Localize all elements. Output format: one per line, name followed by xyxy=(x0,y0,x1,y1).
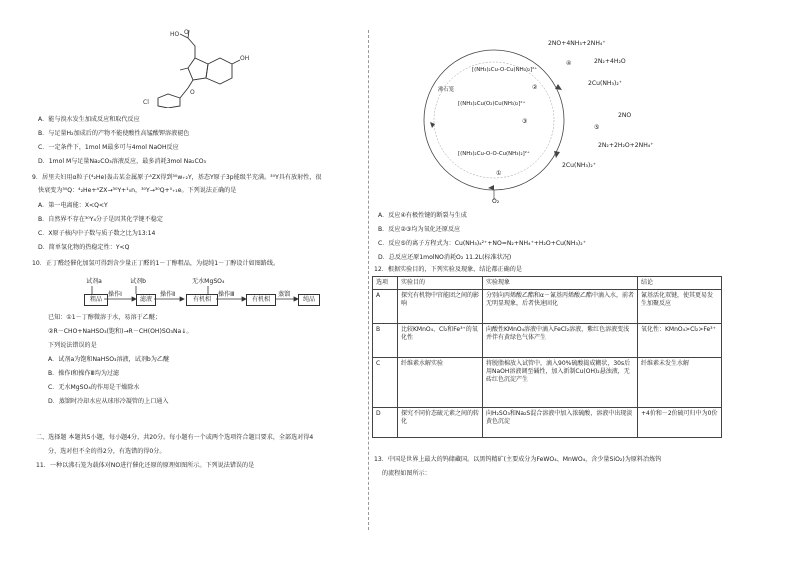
q8-option-b: B．与足量H₂加成后的产物不能使酸性高锰酸钾溶液褪色 xyxy=(38,130,190,137)
column-divider xyxy=(368,30,369,530)
flow-box-crude: 粗品 xyxy=(84,294,108,306)
svg-text:O: O xyxy=(184,29,189,36)
q11-option-b: B．反应②③均为氧化还原反应 xyxy=(378,226,461,233)
q10-option-a: A．试剂a为饱和NaHSO₃溶液，试剂b为乙醚 xyxy=(48,356,170,363)
q8-option-c: C．一定条件下，1mol M最多可与4mol NaOH反应 xyxy=(38,144,179,151)
product-n2-mix: 2N₂+2H₂O+2NH₄⁺ xyxy=(598,142,654,149)
q10-known-3: 下列说法错误的是 xyxy=(48,342,97,349)
q12-experiment-table xyxy=(372,276,722,438)
section-two-line1: 二、选择题 本题共5小题，每小题4分，共20分。每小题有一个或两个选项符合题目要求，全部选对得4 xyxy=(36,434,314,441)
q8-option-d: D．1mol M与足量Na₂CO₃溶液反应，最多消耗3mol Na₂CO₃ xyxy=(38,158,206,165)
compound-m-structure xyxy=(140,28,260,108)
row-d-purpose: 探究不同价态硫元素之间的转化 xyxy=(398,408,483,438)
flow-mgso4: 无水MgSO₄ xyxy=(192,278,225,285)
table-row xyxy=(373,358,722,408)
q10-known-1: 已知：①1－丁醇微溶于水，易溶于乙醚； xyxy=(48,314,161,321)
q10-option-c: C．无水MgSO₄的作用是干燥除水 xyxy=(48,384,140,391)
step-3: ③ xyxy=(522,118,528,125)
species-mid: [(NH₃)₂Cu(O₂)Cu(NH₃)₂]²⁺ xyxy=(458,101,526,107)
q11-option-c: C．反应⑤的离子方程式为：Cu(NH₃)₄²⁺+NO=N₂+NH₄⁺+H₂O+Cu(NH₃)₂⁺ xyxy=(378,240,586,247)
flow-box-filtrate: 滤液 xyxy=(136,294,156,306)
q10-option-d: D．蒸馏时冷却水应从球形冷凝管的上口通入 xyxy=(48,398,169,405)
species-cu-nh3-2: 2Cu(NH₃)₂⁺ xyxy=(588,80,622,87)
table-header-row xyxy=(373,277,722,290)
row-b-phenomenon: 向酸性KMnO₄溶液中滴入FeCl₂溶液，紫红色溶液变浅并伴有黄绿色气体产生 xyxy=(483,324,638,358)
header-conclusion: 结论 xyxy=(638,277,722,290)
zeolite-label: 沸石笼 xyxy=(438,87,455,93)
flow-distill: 蒸馏 xyxy=(278,291,291,298)
section-two-line2: 分，选对但不全的得2分，有选错的得0分。 xyxy=(48,448,166,455)
row-d-conclusion: +4价和－2价硫可归中为0价 xyxy=(638,408,722,438)
header-purpose: 实验目的 xyxy=(398,277,483,290)
row-a-option: A xyxy=(373,290,398,324)
reactant-2no: 2NO xyxy=(618,112,632,119)
reactants-top-right: 2NO+4NH₃+2NH₄⁺ xyxy=(548,40,606,47)
header-option: 选项 xyxy=(373,277,398,290)
svg-text:HO: HO xyxy=(170,31,180,38)
flow-op3: 操作Ⅲ xyxy=(218,291,235,298)
species-bottom: [(NH₃)₂Cu-O-O-Cu(NH₃)₂]²⁺ xyxy=(458,151,530,157)
table-row xyxy=(373,290,722,324)
step-5: ⑤ xyxy=(594,124,600,131)
flow-box-organic1: 有机相 xyxy=(186,294,218,306)
row-c-option: C xyxy=(373,358,398,408)
table-row xyxy=(373,408,722,438)
product-n2-h2o: 2N₂+4H₂O xyxy=(594,58,626,65)
flow-op2: 操作Ⅱ xyxy=(160,291,176,298)
catalytic-cycle-diagram xyxy=(420,28,620,208)
species-cu-nh3-2b: 2Cu(NH₃)₂⁺ xyxy=(562,162,596,169)
q11-stem: 11．一种以沸石笼为载体对NO进行催化还原的原理如图所示。下列说法错误的是 xyxy=(36,462,255,469)
q10-option-b: B．操作Ⅰ和操作Ⅲ均为过滤 xyxy=(48,370,120,377)
svg-text:OH: OH xyxy=(240,55,250,62)
flow-reagent-a: 试剂a xyxy=(86,278,102,285)
row-d-option: D xyxy=(373,408,398,438)
q10-known-2: ②R－CHO+NaHSO₃(饱和)→R－CH(OH)SO₃Na↓。 xyxy=(48,328,193,335)
q11-option-d: D．总反应还原1molNO消耗O₂ 11.2L(标准状况) xyxy=(378,254,512,261)
row-a-conclusion: 氰基活化双键，使其更易发生加聚反应 xyxy=(638,290,722,324)
row-c-conclusion: 纤维素未发生水解 xyxy=(638,358,722,408)
row-c-phenomenon: 将脱脂棉放入试管中，滴入90%硫酸捣成糊状，30s后用NaOH溶液调至碱性，加入新制Cu(OH)₂悬浊液，无砖红色沉淀产生 xyxy=(483,358,638,408)
q13-stem-line2: 的流程如图所示： xyxy=(382,470,431,477)
q12-stem: 12．根据实验目的，下列实验及现象、结论都正确的是 xyxy=(374,266,522,273)
row-a-purpose: 探究有机物中官能团之间的影响 xyxy=(398,290,483,324)
flow-op1: 操作Ⅰ xyxy=(108,291,122,298)
row-b-purpose: 比较KMnO₄、Cl₂和Fe³⁺的氧化性 xyxy=(398,324,483,358)
row-b-conclusion: 氧化性：KMnO₄>Cl₂>Fe³⁺ xyxy=(638,324,722,358)
q9-option-a: A．第一电离能：X<Q<Y xyxy=(38,202,108,209)
table-row xyxy=(373,324,722,358)
svg-text:Cl: Cl xyxy=(143,99,149,106)
step-2: ② xyxy=(532,84,538,91)
q8-option-a: A．能与溴水发生加成反应和取代反应 xyxy=(38,116,140,123)
q9-stem-line2: 快衰变为³⁰Q：⁴₂He+ᴬZX→³⁰Y+¹₀n，³⁰Y→³⁰Q+⁰₊₁e。下列说法正确的是 xyxy=(38,187,237,194)
q10-stem: 10．正丁醛经催化加氢可得到含少量正丁醛的1－丁醇粗品，为提纯1－丁醇设计如图路线。 xyxy=(32,260,280,267)
flow-box-pure: 纯品 xyxy=(298,294,320,306)
flow-box-organic2: 有机相 xyxy=(246,294,276,306)
svg-text:O: O xyxy=(190,89,195,96)
q9-option-b: B．自然界不存在³⁰Y₄分子是因其化学键不稳定 xyxy=(38,216,163,223)
row-d-phenomenon: 向H₂SO₃和Na₂S混合溶液中加入浓硫酸，溶液中出现淡黄色沉淀 xyxy=(483,408,638,438)
species-top: [(NH₃)₂Cu-O-Cu(NH₃)₂]²⁺ xyxy=(472,67,538,73)
row-b-option: B xyxy=(373,324,398,358)
q13-stem-line1: 13．中国是世界上最大的钨储藏国。以黑钨精矿(主要成分为FeWO₄、MnWO₄，含少量SiO₂)为原料冶炼钨 xyxy=(374,456,662,463)
q9-option-c: C．X原子核内中子数与质子数之比为13:14 xyxy=(38,230,156,237)
q9-option-d: D．简单氢化物的热稳定性：Y<Q xyxy=(38,244,130,251)
step-1: ① xyxy=(496,170,502,177)
row-c-purpose: 纤维素水解实验 xyxy=(398,358,483,408)
flow-reagent-b: 试剂b xyxy=(130,278,147,285)
header-phenomenon: 实验现象 xyxy=(483,277,638,290)
q9-stem-line1: 9．居里夫妇用α粒子(⁴₂He)轰击某金属原子ᴬZX得到³⁰ᴡ₊₂Y，基态Y原子3p能级半充满。³⁰Y具有放射性，很 xyxy=(32,174,322,181)
row-a-phenomenon: 分别向丙烯酸乙酯和α－氰基丙烯酸乙酯中滴入水，前者无明显现象，后者快速固化 xyxy=(483,290,638,324)
reactant-o2: O₂ xyxy=(492,198,500,205)
step-4: ④ xyxy=(566,60,572,67)
q11-option-a: A．反应④有极性键的断裂与生成 xyxy=(378,212,467,219)
